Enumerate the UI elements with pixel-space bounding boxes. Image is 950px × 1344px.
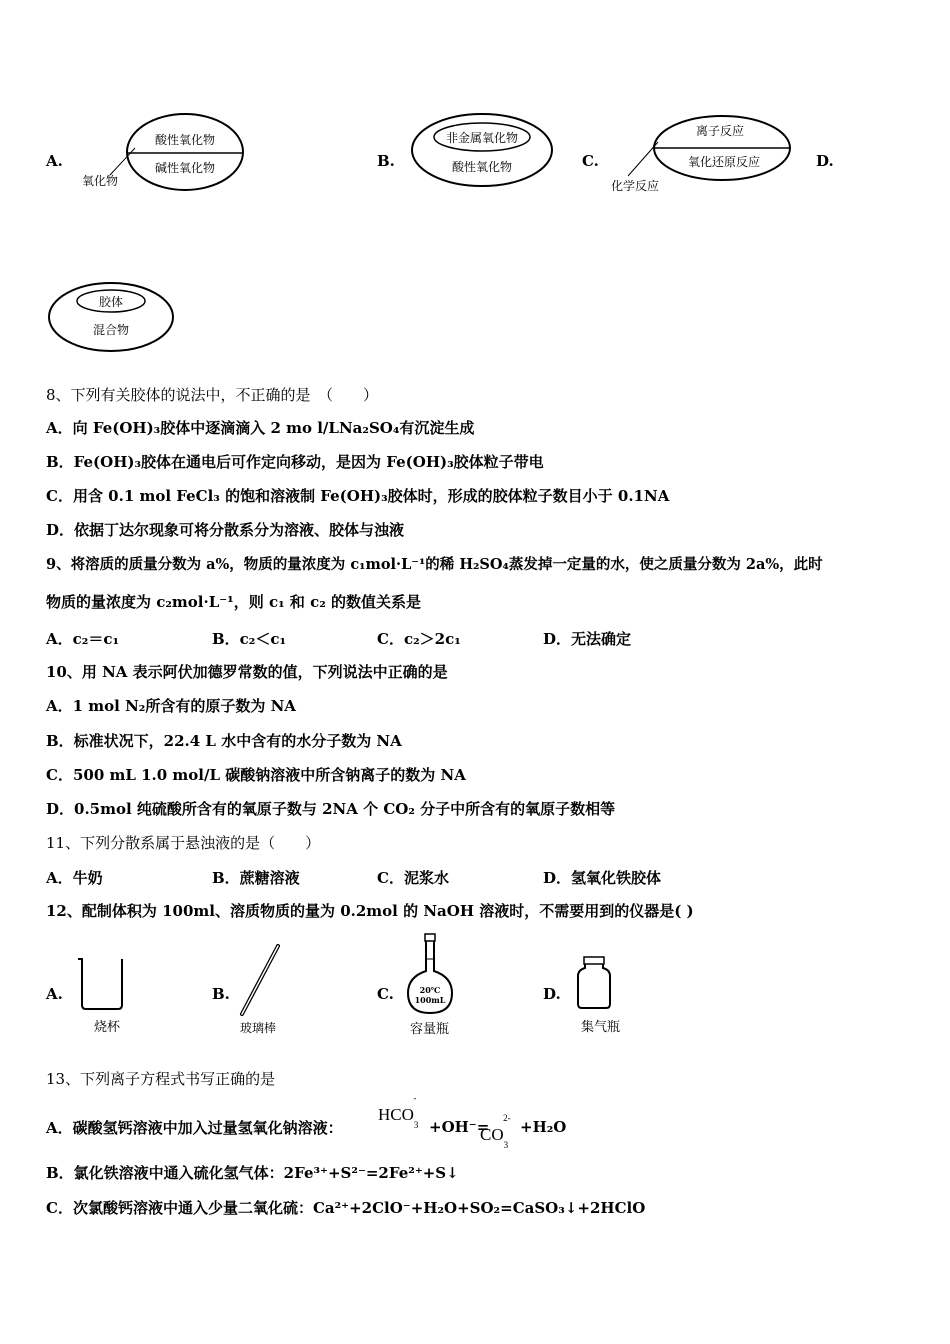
q10-option-c: C．500 mL 1.0 mol/L 碳酸钠溶液中所含钠离子的数为 NA [46, 766, 466, 784]
diagram-a-outer-label: 氧化物 [81, 174, 119, 188]
q8-stem: 8、下列有关胶体的说法中，不正确的是 （ ） [46, 386, 379, 404]
q12-stem: 12、配制体积为 100ml、溶质物质的量为 0.2mol 的 NaOH 溶液时，不需要用到的仪器是( ) [46, 902, 694, 920]
q9-option-b: B．c₂＜c₁ [212, 630, 287, 648]
option-a-letter: A. [46, 152, 63, 170]
q10-option-a: A．1 mol N₂所含有的原子数为 NA [46, 697, 296, 715]
beaker-icon [74, 955, 130, 1015]
diagram-a-bottom-label: 碱性氧化物 [154, 161, 216, 175]
diagram-b-outer-label: 酸性氧化物 [451, 160, 513, 174]
diagram-c-bottom-label: 氧化还原反应 [687, 155, 761, 169]
option-b-letter: B. [377, 152, 395, 170]
q9-stem-line2: 物质的量浓度为 c₂mol·L⁻¹，则 c₁ 和 c₂ 的数值关系是 [46, 593, 422, 611]
diagram-b [408, 110, 558, 194]
q9-option-c: C．c₂＞2c₁ [377, 630, 461, 648]
q12-option-a-letter: A. [46, 985, 63, 1003]
q9-option-d: D．无法确定 [543, 630, 632, 648]
q11-stem: 11、下列分散系属于悬浊液的是（ ） [46, 834, 321, 852]
flask-mark-volume: 100mL [414, 995, 446, 1005]
diagram-d [46, 280, 181, 359]
q13-co3-ion: $CO_3^{2-}$ [480, 1113, 511, 1151]
q12-caption-b: 玻璃棒 [240, 1021, 277, 1035]
diagram-d-inner-label: 胶体 [98, 295, 124, 309]
q9-stem-line1: 9、将溶质的质量分数为 a%，物质的量浓度为 c₁mol·L⁻¹的稀 H₂SO₄蒸发掉一定量的水，使之质量分数为 2a%，此时 [46, 556, 823, 573]
volumetric-flask-icon [406, 933, 454, 1019]
q11-option-c: C．泥浆水 [377, 869, 449, 887]
q13-stem: 13、下列离子方程式书写正确的是 [46, 1070, 276, 1088]
q13-option-a-text: A．碳酸氢钙溶液中加入过量氢氧化钠溶液： [46, 1119, 343, 1137]
q11-option-d: D．氢氧化铁胶体 [543, 869, 662, 887]
q10-option-b: B．标准状况下，22.4 L 水中含有的水分子数为 NA [46, 732, 402, 750]
flask-mark-temp: 20℃ [419, 985, 441, 995]
q8-option-d: D．依据丁达尔现象可将分散系分为溶液、胶体与浊液 [46, 521, 405, 539]
q10-stem: 10、用 NA 表示阿伏加德罗常数的值，下列说法中正确的是 [46, 663, 448, 681]
q12-option-b-letter: B. [212, 985, 230, 1003]
diagram-c [600, 110, 800, 204]
q9-option-a: A．c₂＝c₁ [46, 630, 120, 648]
q12-caption-a: 烧杯 [94, 1020, 121, 1035]
q12-option-c-letter: C. [377, 985, 394, 1003]
q13-option-c: C．次氯酸钙溶液中通入少量二氧化硫：Ca²⁺+2ClO⁻+H₂O+SO₂=CaSO₃↓+2HClO [46, 1199, 646, 1217]
q8-option-a: A．向 Fe(OH)₃胶体中逐滴滴入 2 mo l/LNa₂SO₄有沉淀生成 [46, 419, 475, 437]
q8-option-c: C．用含 0.1 mol FeCl₃ 的饱和溶液制 Fe(OH)₃胶体时，形成的胶体粒子数目小于 0.1NA [46, 487, 670, 505]
option-c-letter: C. [582, 152, 599, 170]
glass-rod-icon [234, 944, 284, 1020]
option-d-letter: D. [816, 152, 834, 170]
q13-option-a-end: +H₂O [520, 1118, 567, 1136]
q13-option-a-mid: +OH⁻= [429, 1118, 490, 1136]
gas-jar-icon [576, 956, 612, 1014]
q12-caption-d: 集气瓶 [581, 1020, 621, 1035]
diagram-a-top-label: 酸性氧化物 [154, 133, 216, 147]
q12-caption-c: 容量瓶 [410, 1022, 450, 1037]
q11-option-b: B．蔗糖溶液 [212, 869, 300, 887]
diagram-a [70, 110, 250, 199]
diagram-b-inner-label: 非金属氧化物 [445, 131, 519, 145]
q12-option-d-letter: D. [543, 985, 561, 1003]
q13-hco3-ion: $HCO_3^-$ [378, 1093, 419, 1131]
q11-option-a: A．牛奶 [46, 869, 103, 887]
diagram-c-outer-label: 化学反应 [610, 179, 660, 193]
q8-option-b: B．Fe(OH)₃胶体在通电后可作定向移动，是因为 Fe(OH)₃胶体粒子带电 [46, 453, 544, 471]
q10-option-d: D．0.5mol 纯硫酸所含有的氧原子数与 2NA 个 CO₂ 分子中所含有的氧原子数相等 [46, 800, 616, 818]
diagram-d-outer-label: 混合物 [92, 323, 130, 337]
q13-option-b: B．氯化铁溶液中通入硫化氢气体：2Fe³⁺+S²⁻=2Fe²⁺+S↓ [46, 1164, 459, 1182]
diagram-c-top-label: 离子反应 [695, 124, 745, 138]
